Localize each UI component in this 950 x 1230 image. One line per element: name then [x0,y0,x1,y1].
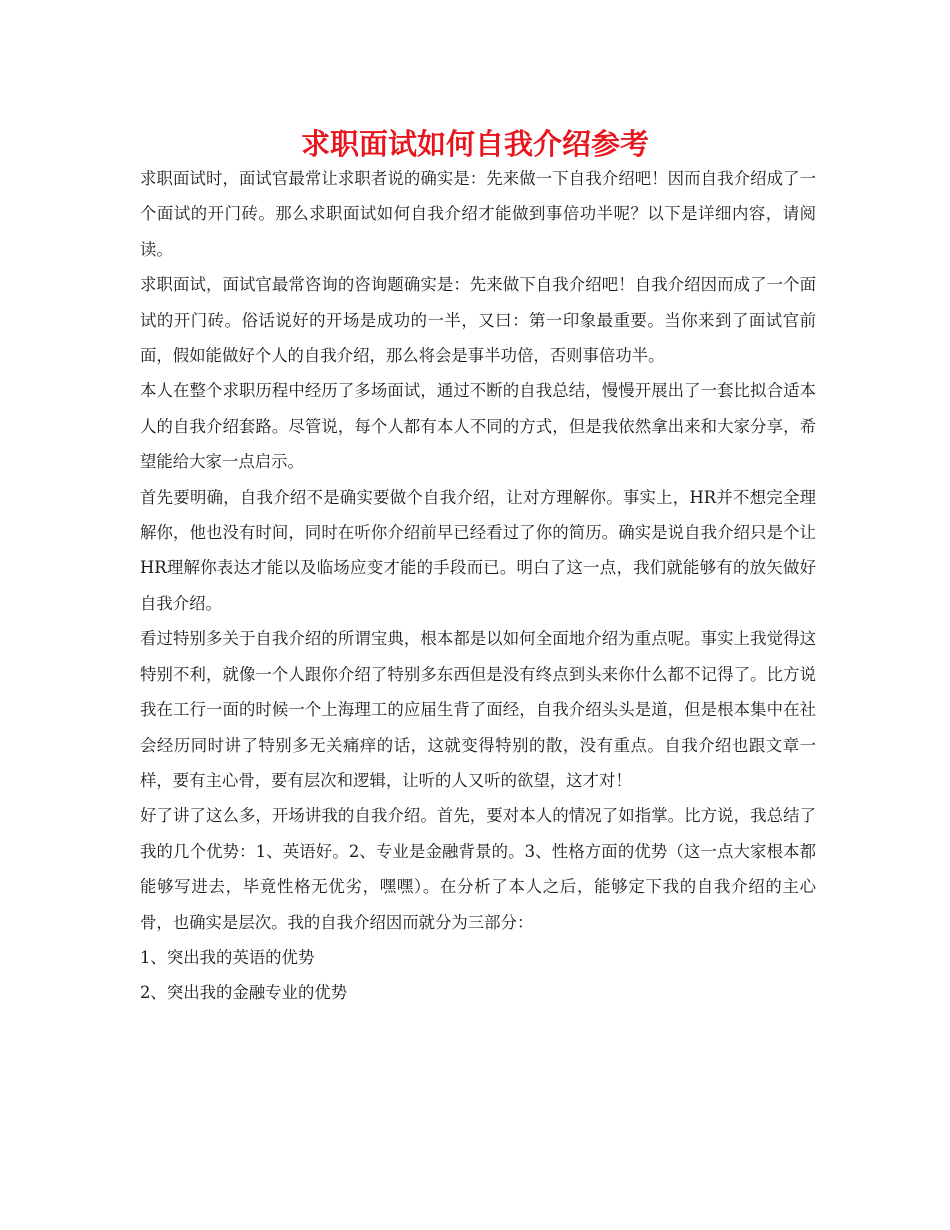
document-body [140,161,816,1011]
paragraph-structure: 好了讲了这么多，开场讲我的自我介绍。首先，要对本人的情况了如指掌。比方说，我总结了我的几个优势：1、英语好。2、专业是金融背景的。3、性格方面的优势（这一点大家根本都能够写进去，毕竟性格无优劣，嘿嘿）。在分析了本人之后，能够定下我的自我介绍的主心骨，也确实是层次。我的自我介绍因而就分为三部分： [140,806,816,932]
paragraph-personal-experience: 本人在整个求职历程中经历了多场面试，通过不断的自我总结，慢慢开展出了一套比拟合适本人的自我介绍套路。尽管说，每个人都有本人不同的方式，但是我依然拿出来和大家分享，希望能给大家一点启示。 [140,381,816,472]
list-item-english: 1、突出我的英语的优势 [140,947,315,967]
paragraph-purpose: 首先要明确，自我介绍不是确实要做个自我介绍，让对方理解你。事实上，HR并不想完全理解你，他也没有时间，同时在听你介绍前早已经看过了你的简历。确实是说自我介绍只是个让HR理解你表达才能以及临场应变才能的手段而已。明白了这一点，我们就能够有的放矢做好自我介绍。 [140,487,816,613]
document-title: 求职面试如何自我介绍参考 [300,127,649,161]
paragraph-focus: 看过特别多关于自我介绍的所谓宝典，根本都是以如何全面地介绍为重点呢。事实上我觉得这特别不利，就像一个人跟你介绍了特别多东西但是没有终点到头来你什么都不记得了。比方说我在工行一面的时候一个上海理工的应届生背了面经，自我介绍头头是道，但是根本集中在社会经历同时讲了特别多无关痛痒的话，这就变得特别的散，没有重点。自我介绍也跟文章一样，要有主心骨，要有层次和逻辑，让听的人又听的欲望，这才对！ [140,629,816,790]
paragraph-intro: 求职面试时，面试官最常让求职者说的确实是：先来做一下自我介绍吧！因而自我介绍成了一个面试的开门砖。那么求职面试如何自我介绍才能做到事倍功半呢？以下是详细内容，请阅读。 [140,169,816,259]
paragraph-first-impression: 求职面试，面试官最常咨询的咨询题确实是：先来做下自我介绍吧！自我介绍因而成了一个面试的开门砖。俗话说好的开场是成功的一半，又曰：第一印象最重要。当你来到了面试官前面，假如能做好个人的自我介绍，那么将会是事半功倍，否则事倍功半。 [140,275,816,366]
list-item-finance: 2、突出我的金融专业的优势 [140,983,348,1003]
